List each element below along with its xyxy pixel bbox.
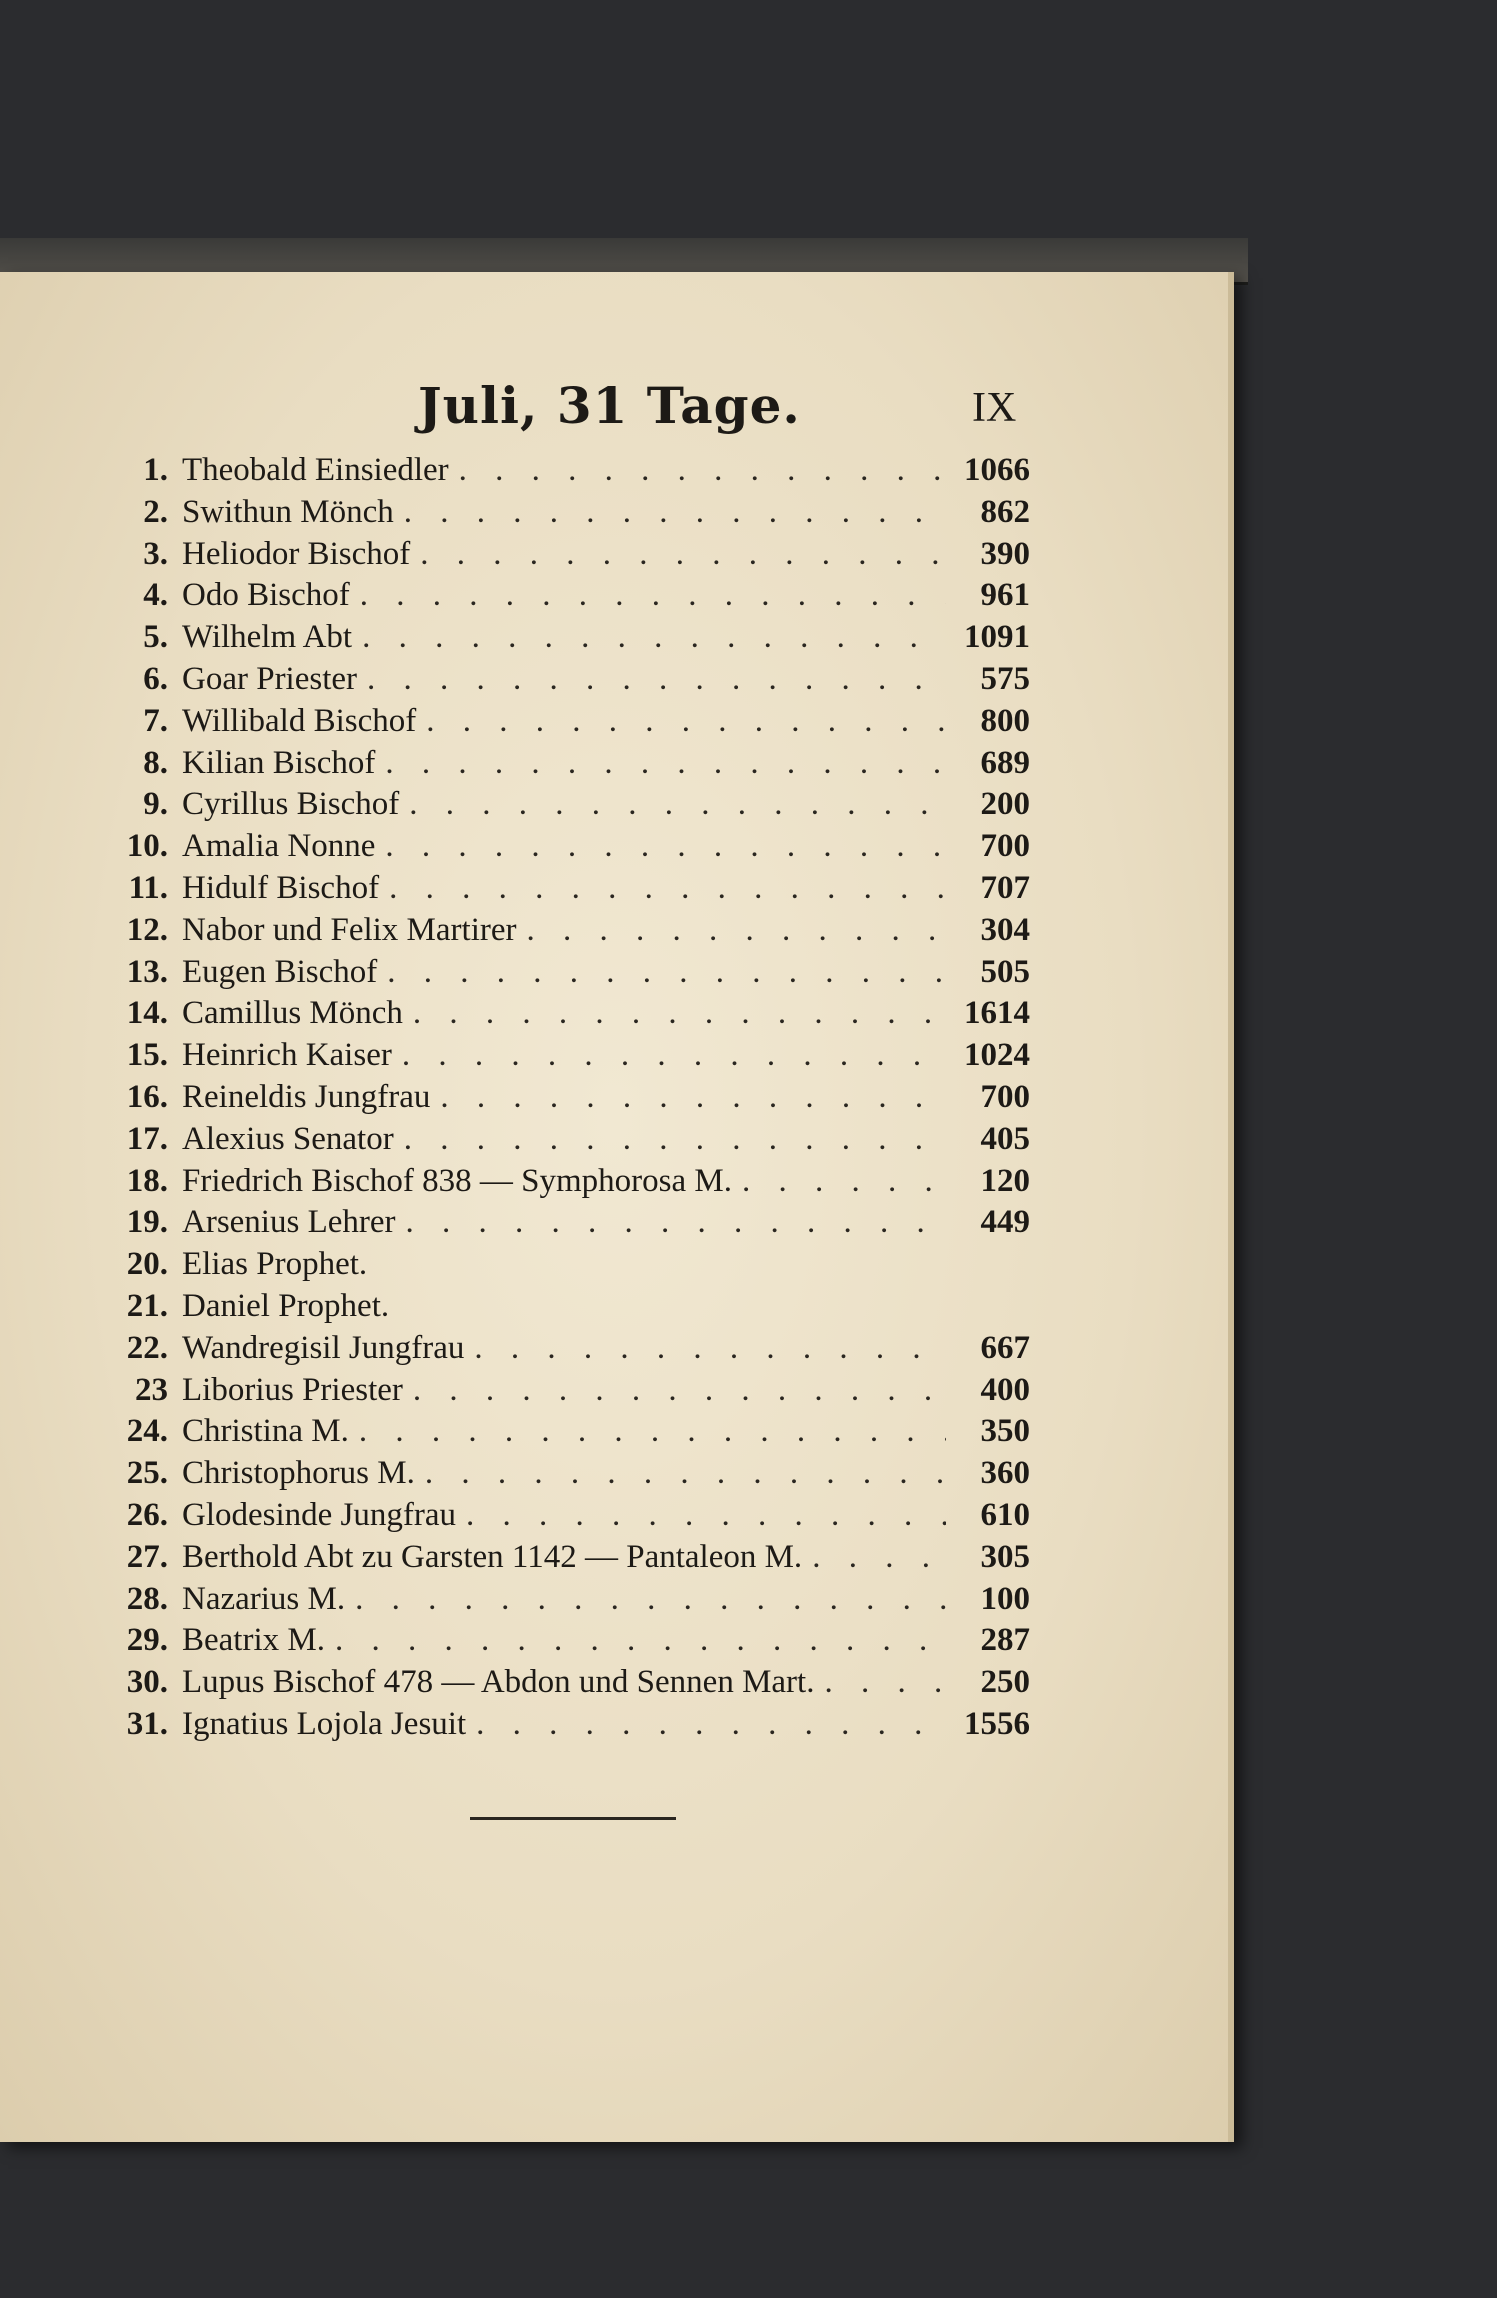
dot-leader: [385, 745, 946, 782]
day-number: 17.: [126, 1120, 168, 1157]
year-value: 610: [980, 1496, 1030, 1533]
saint-name: Willibald Bischof: [182, 702, 417, 739]
dot-leader: [367, 661, 946, 698]
year-value: 800: [980, 702, 1030, 739]
year-value: 400: [980, 1371, 1030, 1408]
list-item: [120, 1706, 1030, 1748]
day-number: 25.: [126, 1455, 168, 1492]
dot-leader: [742, 1163, 946, 1200]
saint-name: Amalia Nonne: [182, 828, 376, 865]
day-number: 8.: [143, 744, 168, 781]
dot-leader: [362, 619, 946, 656]
year-value: 667: [980, 1329, 1030, 1366]
dot-leader: [440, 1079, 946, 1116]
dot-leader: [476, 1706, 946, 1743]
dot-leader: [425, 1455, 946, 1492]
page-header: [0, 372, 1228, 452]
day-number: 9.: [143, 786, 168, 823]
day-number: 24.: [126, 1413, 168, 1450]
dot-leader: [409, 786, 946, 823]
year-value: 862: [980, 493, 1030, 530]
list-item: [120, 870, 1030, 912]
page-title: Juli, 31 Tage.: [418, 376, 801, 435]
saint-name: Eugen Bischof: [182, 953, 378, 990]
year-value: 304: [980, 911, 1030, 948]
saint-name: Friedrich Bischof 838 — Symphorosa M.: [182, 1162, 732, 1199]
day-number: 4.: [143, 577, 168, 614]
day-number: 3.: [143, 535, 168, 572]
day-number: 29.: [126, 1622, 168, 1659]
saint-name: Liborius Priester: [182, 1371, 403, 1408]
year-value: 250: [980, 1664, 1030, 1701]
day-number: 11.: [128, 869, 168, 906]
saint-name: Heinrich Kaiser: [182, 1037, 392, 1074]
saint-name: Kilian Bischof: [182, 744, 376, 781]
day-number: 14.: [126, 995, 168, 1032]
saint-name: Daniel Prophet.: [182, 1287, 390, 1324]
list-item: [120, 828, 1030, 870]
saint-name: Nabor und Felix Martirer: [182, 911, 517, 948]
saint-name: Beatrix M.: [182, 1622, 325, 1659]
saint-name: Christina M.: [182, 1413, 349, 1450]
saint-name: Berthold Abt zu Garsten 1142 — Pantaleon M.: [182, 1538, 803, 1575]
year-value: 700: [980, 1078, 1030, 1115]
day-number: 27.: [126, 1538, 168, 1575]
day-number: 19.: [126, 1204, 168, 1241]
saint-name: Ignatius Lojola Jesuit: [182, 1705, 467, 1742]
day-number: 23: [135, 1371, 168, 1408]
list-item: [120, 1121, 1030, 1163]
list-item: [120, 577, 1030, 619]
saint-name: Lupus Bischof 478 — Abdon und Sennen Mart.: [182, 1664, 815, 1701]
saint-name: Elias Prophet.: [182, 1246, 368, 1283]
day-number: 20.: [126, 1246, 168, 1283]
list-item: [120, 536, 1030, 578]
year-value: 305: [980, 1538, 1030, 1575]
page-number: IX: [972, 385, 1017, 431]
saint-name: Theobald Einsiedler: [182, 452, 449, 488]
list-item: [120, 1037, 1030, 1079]
day-number: 26.: [126, 1496, 168, 1533]
day-number: 18.: [126, 1162, 168, 1199]
list-item: [120, 1079, 1030, 1121]
year-value: 707: [980, 869, 1030, 906]
list-item: [120, 1204, 1030, 1246]
list-item: [120, 1330, 1030, 1372]
year-value: 1556: [964, 1705, 1030, 1742]
year-value: 390: [980, 535, 1030, 572]
day-number: 22.: [126, 1329, 168, 1366]
year-value: 961: [980, 577, 1030, 614]
year-value: 287: [980, 1622, 1030, 1659]
saint-name: Arsenius Lehrer: [182, 1204, 396, 1241]
saint-name: Christophorus M.: [182, 1455, 415, 1492]
dot-leader: [824, 1664, 946, 1701]
list-item: [120, 786, 1030, 828]
year-value: 1066: [964, 452, 1030, 488]
day-number: 28.: [126, 1580, 168, 1617]
saint-name: Glodesinde Jungfrau: [182, 1496, 457, 1533]
list-item: [120, 954, 1030, 996]
closing-rule: [470, 1817, 676, 1820]
year-value: 449: [980, 1204, 1030, 1241]
saint-name: Nazarius M.: [182, 1580, 346, 1617]
dot-leader: [402, 1037, 946, 1074]
saint-name: Wilhelm Abt: [182, 619, 353, 656]
list-item: [120, 1372, 1030, 1414]
list-item: [120, 494, 1030, 536]
list-item: [120, 619, 1030, 661]
day-number: 31.: [126, 1705, 168, 1742]
dot-leader: [426, 703, 946, 740]
dot-leader: [389, 870, 946, 907]
saint-name: Odo Bischof: [182, 577, 350, 614]
day-number: 2.: [143, 493, 168, 530]
saint-name: Heliodor Bischof: [182, 535, 411, 572]
day-number: 1.: [143, 452, 168, 488]
list-item: [120, 1413, 1030, 1455]
saint-name: Reineldis Jungfrau: [182, 1078, 431, 1115]
list-item: [120, 1288, 1030, 1330]
dot-leader: [359, 1413, 946, 1450]
year-value: 360: [980, 1455, 1030, 1492]
dot-leader: [404, 494, 946, 531]
dot-leader: [387, 954, 946, 991]
dot-leader: [406, 1204, 946, 1241]
saint-name: Alexius Senator: [182, 1120, 394, 1157]
dot-leader: [413, 1372, 946, 1409]
list-item: [120, 452, 1030, 494]
saint-name: Hidulf Bischof: [182, 869, 380, 906]
list-item: [120, 661, 1030, 703]
list-item: [120, 995, 1030, 1037]
dot-leader: [335, 1622, 946, 1659]
dot-leader: [404, 1121, 946, 1158]
dot-leader: [459, 452, 946, 489]
dot-leader: [474, 1330, 946, 1367]
list-item: [120, 1664, 1030, 1706]
saint-name: Cyrillus Bischof: [182, 786, 400, 823]
day-number: 16.: [126, 1078, 168, 1115]
year-value: 100: [980, 1580, 1030, 1617]
dot-leader: [355, 1581, 946, 1618]
dot-leader: [527, 912, 947, 949]
dot-leader: [466, 1497, 946, 1534]
list-item: [120, 1581, 1030, 1623]
day-number: 21.: [126, 1287, 168, 1324]
day-number: 7.: [143, 702, 168, 739]
saint-name: Swithun Mönch: [182, 493, 394, 530]
year-value: 1024: [964, 1037, 1030, 1074]
year-value: 700: [980, 828, 1030, 865]
list-item: [120, 703, 1030, 745]
dot-leader: [413, 995, 946, 1032]
day-number: 10.: [126, 828, 168, 865]
list-item: [120, 1622, 1030, 1664]
year-value: 1614: [964, 995, 1030, 1032]
list-item: [120, 1246, 1030, 1288]
year-value: 200: [980, 786, 1030, 823]
saint-name: Goar Priester: [182, 660, 358, 697]
day-number: 5.: [143, 619, 168, 656]
saint-name: Camillus Mönch: [182, 995, 403, 1032]
dot-leader: [420, 536, 946, 573]
year-value: 350: [980, 1413, 1030, 1450]
list-item: [120, 1539, 1030, 1581]
year-value: 405: [980, 1120, 1030, 1157]
year-value: 120: [980, 1162, 1030, 1199]
day-number: 15.: [126, 1037, 168, 1074]
book-page: [0, 272, 1234, 2142]
day-number: 6.: [143, 660, 168, 697]
year-value: 689: [980, 744, 1030, 781]
year-value: 1091: [964, 619, 1030, 656]
year-value: 575: [980, 660, 1030, 697]
list-item: [120, 1163, 1030, 1205]
list-item: [120, 1455, 1030, 1497]
day-number: 12.: [126, 911, 168, 948]
dot-leader: [360, 577, 946, 614]
list-item: [120, 745, 1030, 787]
calendar-list: [120, 452, 1030, 1748]
day-number: 30.: [126, 1664, 168, 1701]
list-item: [120, 912, 1030, 954]
saint-name: Wandregisil Jungfrau: [182, 1329, 465, 1366]
day-number: 13.: [126, 953, 168, 990]
dot-leader: [385, 828, 946, 865]
year-value: 505: [980, 953, 1030, 990]
list-item: [120, 1497, 1030, 1539]
dot-leader: [812, 1539, 946, 1576]
